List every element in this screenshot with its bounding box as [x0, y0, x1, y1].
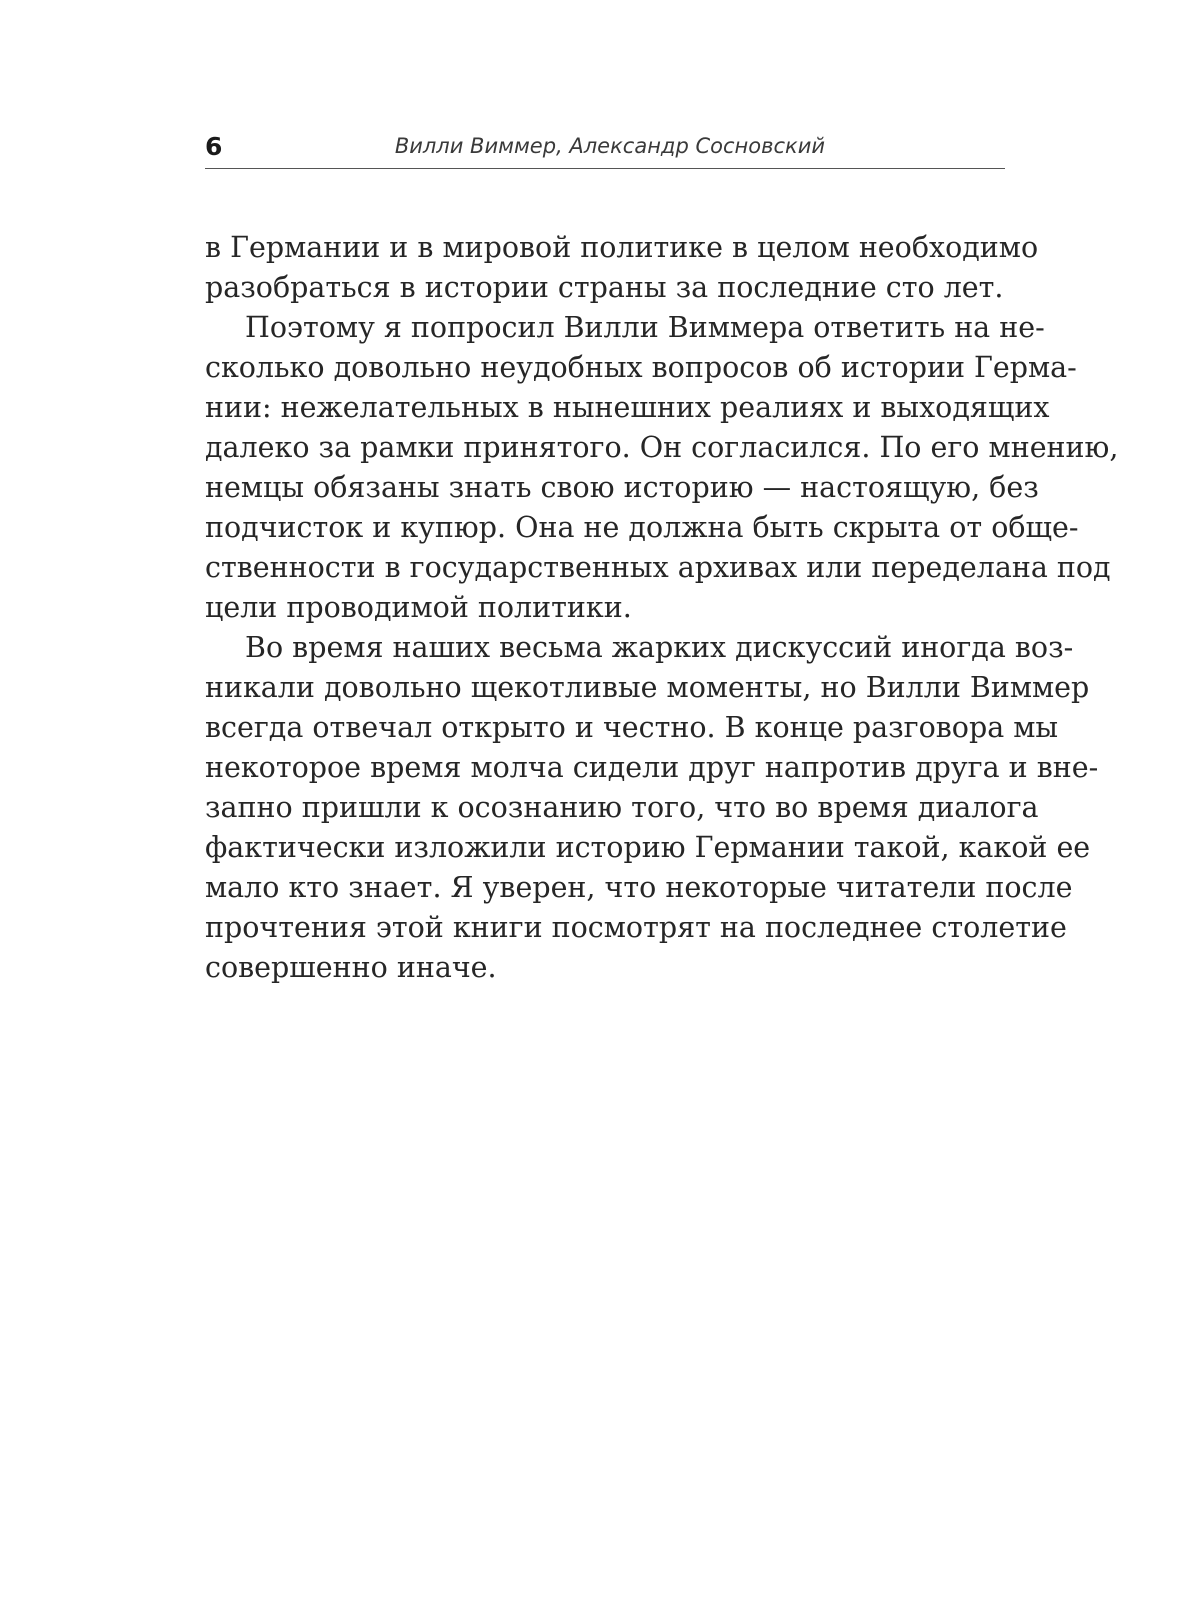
running-header [205, 128, 1005, 169]
text-line: нии: нежелательных в нынешних реалиях и выходящих [205, 391, 1050, 424]
body-text [205, 228, 1119, 988]
text-line: некоторое время молча сидели друг напротив друга и вне- [205, 751, 1099, 784]
text-line: запно пришли к осознанию того, что во время диалога [205, 791, 1039, 824]
text-line: прочтения этой книги посмотрят на последнее столетие [205, 911, 1067, 944]
text-line: сколько довольно неудобных вопросов об истории Герма- [205, 351, 1077, 384]
text-line: подчисток и купюр. Она не должна быть скрыта от обще- [205, 511, 1079, 544]
text-line: фактически изложили историю Германии такой, какой ее [205, 831, 1091, 864]
page-number: 6 [205, 132, 223, 161]
text-line: в Германии и в мировой политике в целом необходимо [205, 231, 1039, 264]
text-line: ственности в государственных архивах или переделана под [205, 551, 1111, 584]
text-line: немцы обязаны знать свою историю — настоящую, без [205, 471, 1039, 504]
text-line: никали довольно щекотливые моменты, но Вилли Виммер [205, 671, 1090, 704]
text-line: Во время наших весьма жарких дискуссий иногда воз- [245, 631, 1074, 664]
paragraph [205, 308, 1119, 628]
text-line: мало кто знает. Я уверен, что некоторые читатели после [205, 871, 1073, 904]
header-authors: Вилли Виммер, Александр Сосновский [394, 134, 825, 158]
text-line: совершенно иначе. [205, 951, 497, 984]
text-line: разобраться в истории страны за последние сто лет. [205, 271, 1004, 304]
text-line: всегда отвечал открыто и честно. В конце разговора мы [205, 711, 1059, 744]
text-line: Поэтому я попросил Вилли Виммера ответить на не- [245, 311, 1045, 344]
paragraph [205, 228, 1039, 308]
text-line: далеко за рамки принятого. Он согласился. По его мнению, [205, 431, 1119, 464]
text-line: цели проводимой политики. [205, 591, 632, 624]
paragraph [205, 628, 1099, 988]
